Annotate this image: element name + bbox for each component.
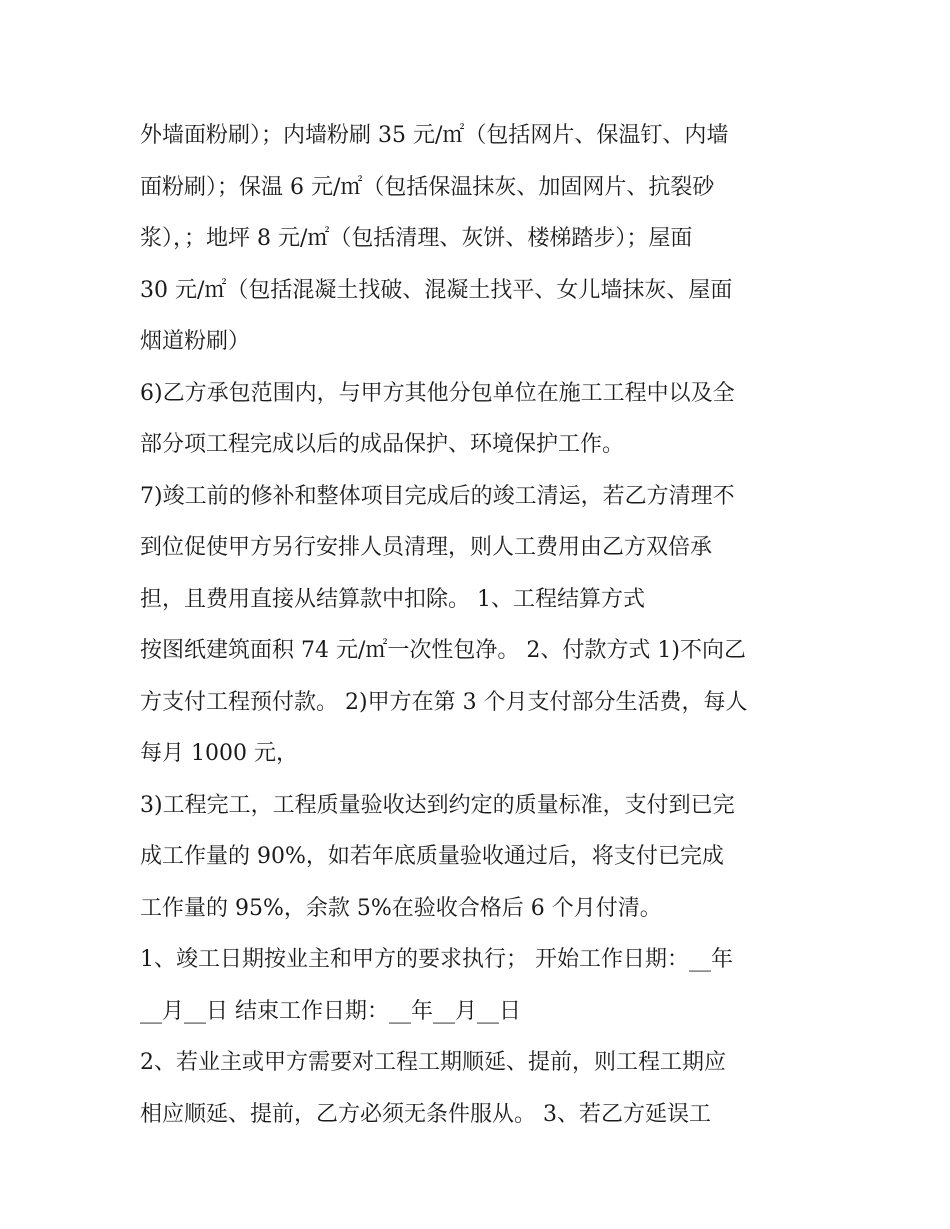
text-line: 30 元/㎡（包括混凝土找破、混凝土找平、女儿墙抹灰、屋面 [140, 277, 733, 303]
text-line: 按图纸建筑面积 74 元/㎡一次性包净。 2、付款方式 1)不向乙 [140, 638, 746, 663]
text-line: 相应顺延、提前，乙方必须无条件服从。 3、若乙方延误工 [140, 1101, 711, 1127]
text-line: 成工作量的 90%，如若年底质量验收通过后，将支付已完成 [140, 844, 724, 869]
text-line: 浆），；地坪 8 元/㎡（包括清理、灰饼、楼梯踏步）；屋面 [140, 226, 693, 251]
text-line: 1、竣工日期按业主和甲方的要求执行； 开始工作日期：__年 [140, 947, 733, 972]
text-line: 方支付工程预付款。 2)甲方在第 3 个月支付部分生活费，每人 [140, 689, 748, 715]
text-line: 每月 1000 元， [140, 741, 298, 766]
text-line: 部分项工程完成以后的成品保护、环境保护工作。 [140, 432, 625, 457]
text-line: 工作量的 95%，余款 5%在验收合格后 6 个月付清。 [140, 895, 662, 921]
text-line: 面粉刷）；保温 6 元/㎡（包括保温抹灰、加固网片、抗裂砂 [140, 174, 715, 200]
document-body [140, 110, 812, 1140]
text-line: 烟道粉刷） [140, 329, 251, 354]
text-line: 3)工程完工，工程质量验收达到约定的质量标准，支付到已完 [140, 792, 735, 818]
text-line: 外墙面粉刷）；内墙粉刷 35 元/㎡（包括网片、保温钉、内墙 [140, 123, 729, 148]
text-line: 2、若业主或甲方需要对工程工期顺延、提前，则工程工期应 [140, 1050, 726, 1075]
text-line: 担，且费用直接从结算款中扣除。 1、工程结算方式 [140, 586, 645, 612]
text-line: 7)竣工前的修补和整体项目完成后的竣工清运，若乙方清理不 [140, 483, 735, 509]
text-line: 到位促使甲方另行安排人员清理，则人工费用由乙方双倍承 [140, 535, 713, 560]
text-line: __月__日 结束工作日期：__年__月__日 [140, 998, 521, 1024]
text-line: 6)乙方承包范围内，与甲方其他分包单位在施工工程中以及全 [140, 380, 735, 406]
